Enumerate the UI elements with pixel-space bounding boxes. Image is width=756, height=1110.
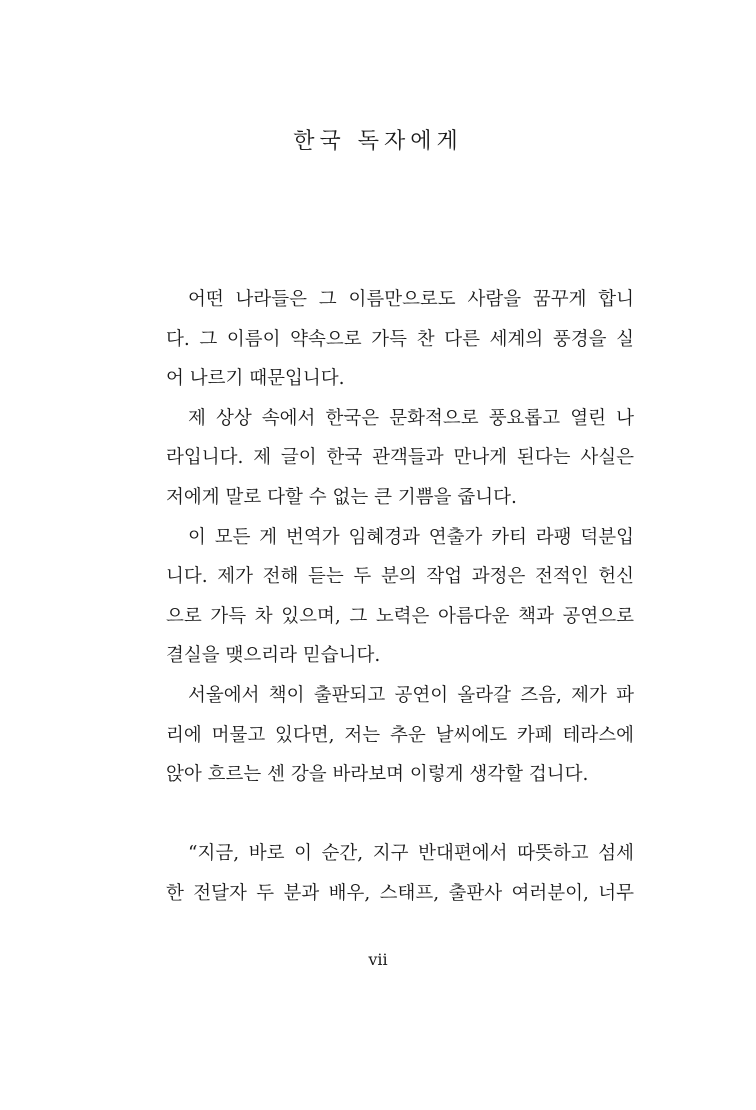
text-line: 어떤 나라들은 그 이름만으로도 사람을 꿈꾸게 합니 [188,289,634,310]
text-line: 으로 가득 차 있으며, 그 노력은 아름다운 책과 공연으로 [166,605,634,627]
paragraph-gap [166,795,634,835]
text-line: 어 나르기 때문입니다. [166,368,345,390]
text-line: 라입니다. 제 글이 한국 관객들과 만나게 된다는 사실은 [166,447,634,469]
text-line: 저에게 말로 다할 수 없는 큰 기쁨을 줍니다. [166,486,517,508]
paragraph-4 [166,676,634,795]
text-line: 결실을 맺으리라 믿습니다. [166,645,381,667]
paragraph-3 [166,518,634,676]
page-title: 한국 독자에게 [293,129,463,154]
text-line: 니다. 제가 전해 듣는 두 분의 작업 과정은 전적인 헌신 [166,566,634,588]
text-line: 이 모든 게 번역가 임혜경과 연출가 카티 라팽 덕분입 [188,526,634,548]
paragraph-2 [166,399,634,518]
text-line: 제 상상 속에서 한국은 문화적으로 풍요롭고 열린 나 [188,407,634,429]
paragraph-1 [166,280,634,399]
text-line: 리에 머물고 있다면, 저는 추운 날씨에도 카페 테라스에 [166,724,634,746]
text-line: 앉아 흐르는 센 강을 바라보며 이렇게 생각할 겁니다. [166,764,589,786]
paragraph-5-quote [166,834,634,913]
page-number: vii [368,950,388,969]
body-text [166,280,634,914]
text-line: “지금, 바로 이 순간, 지구 반대편에서 따뜻하고 섬세 [188,843,634,865]
text-line: 한 전달자 두 분과 배우, 스태프, 출판사 여러분이, 너무 [166,882,634,904]
text-line: 서울에서 책이 출판되고 공연이 올라갈 즈음, 제가 파 [188,684,634,706]
text-line: 다. 그 이름이 약속으로 가득 찬 다른 세계의 풍경을 실 [166,328,634,350]
